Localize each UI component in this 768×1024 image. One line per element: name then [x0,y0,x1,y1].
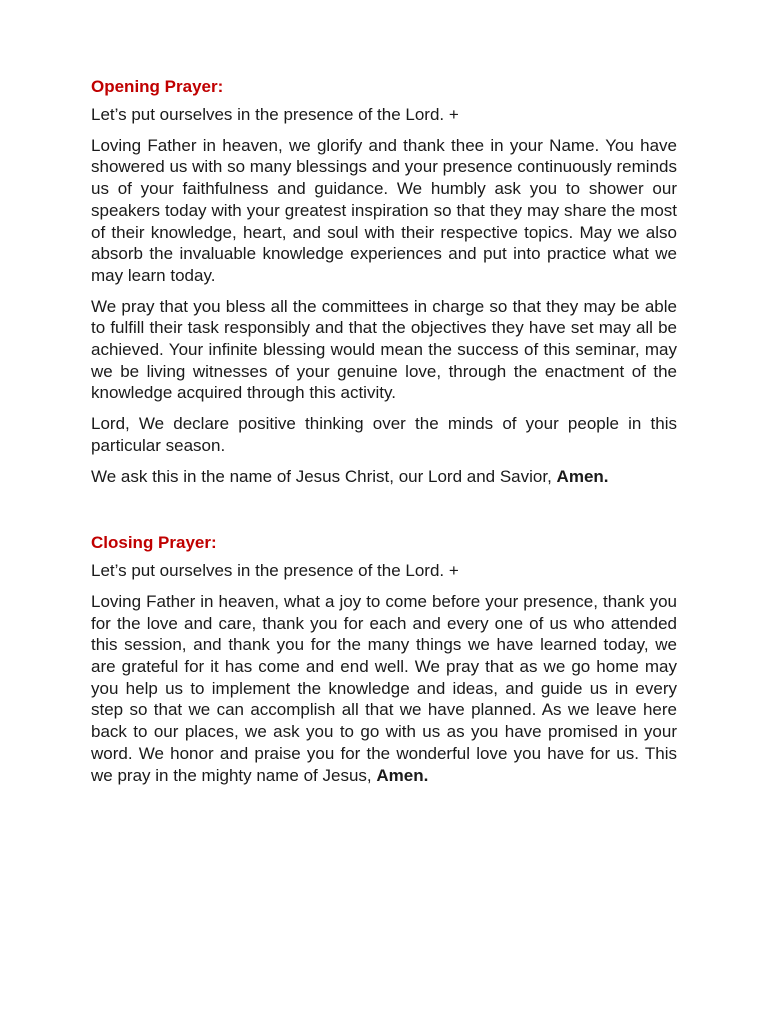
closing-amen: Amen. [376,765,429,785]
opening-paragraph-3: We pray that you bless all the committees in charge so that they may be able to fulfill their task responsibly and that the objectives they have set may all be achieved. Your infinite blessing would mean the success of this seminar, may we be living witnesses of your genuine love, through the enactment of the knowledge acquired through this activity. [91,296,677,403]
opening-amen: Amen. [556,466,609,486]
closing-prayer-section [91,532,677,786]
opening-paragraph-5-text: We ask this in the name of Jesus Christ, our Lord and Savior, [91,466,552,486]
opening-paragraph-4: Lord, We declare positive thinking over the minds of your people in this particular season. [91,414,677,455]
closing-paragraph-2-text: Loving Father in heaven, what a joy to come before your presence, thank you for the love and care, thank you for each and every one of us who attended this session, and thank you for the many things we have learned today, we are grateful for it has come and end well. We pray that as we go home may you help us to implement the knowledge and ideas, and guide us in every step so that we can accomplish all that we have planned. As we leave here back to our places, we ask you to go with us as you have promised in your word. We honor and praise you for the wonderful love you have for us. This we pray in the mighty name of Jesus, [91,591,677,785]
opening-paragraph-2: Loving Father in heaven, we glorify and thank thee in your Name. You have showered us with so many blessings and your presence continuously reminds us of your faithfulness and guidance. We humbly ask you to shower our speakers today with your greatest inspiration so that they may share the most of their knowledge, heart, and soul with their respective topics. May we also absorb the invaluable knowledge experiences and put into practice what we may learn today. [91,135,677,285]
section-spacer [91,496,677,532]
opening-paragraph-1: Let’s put ourselves in the presence of the Lord. + [91,105,459,124]
document-page [91,76,677,795]
closing-prayer-heading: Closing Prayer: [91,533,217,553]
closing-paragraph-1: Let’s put ourselves in the presence of the Lord. + [91,561,459,581]
opening-paragraph-5 [91,466,677,488]
opening-prayer-section [91,76,677,487]
opening-prayer-heading: Opening Prayer: [91,77,224,96]
closing-paragraph-2 [91,591,677,786]
